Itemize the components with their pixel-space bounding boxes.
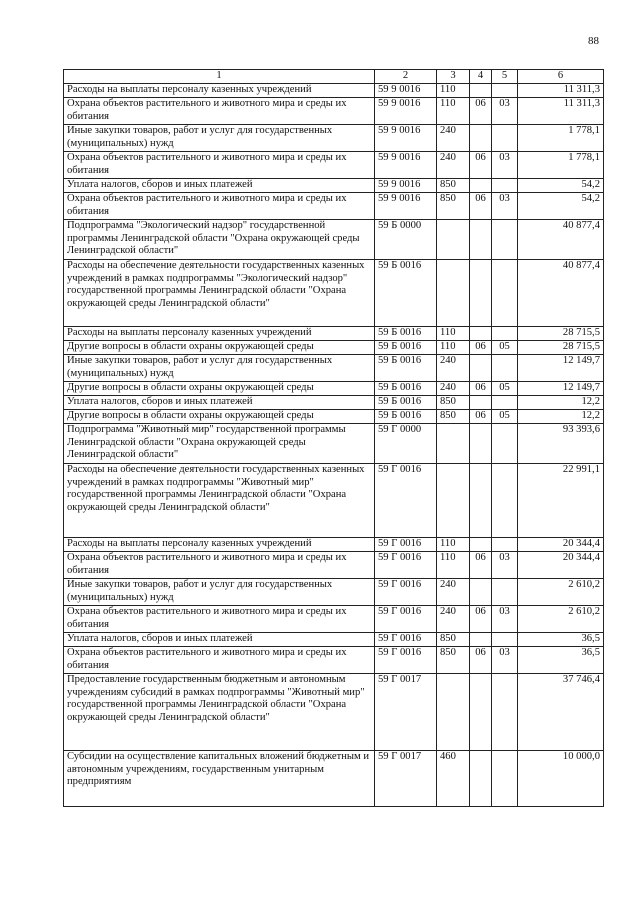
row-code-cell: 59 Г 0016 <box>375 647 437 674</box>
row-sum-cell: 36,5 <box>518 633 604 647</box>
column-header: 2 <box>375 70 437 84</box>
row-expense-type-cell <box>437 260 470 327</box>
row-name-cell: Расходы на обеспечение деятельности государственных казенных учреждений в рамках подпрограммы "Экологический надзор" государственной программы Ленинградской области "Охрана окружающей среды Ленинградской области" <box>64 260 375 327</box>
table-row <box>64 424 604 464</box>
row-subsection-cell: 05 <box>492 382 518 396</box>
row-section-cell <box>470 674 492 751</box>
row-name-cell: Охрана объектов растительного и животного мира и среды их обитания <box>64 647 375 674</box>
column-header: 6 <box>518 70 604 84</box>
row-code-cell: 59 Г 0016 <box>375 552 437 579</box>
row-expense-type-cell: 240 <box>437 382 470 396</box>
row-section-cell <box>470 424 492 464</box>
row-code-cell: 59 Г 0016 <box>375 538 437 552</box>
row-expense-type-cell: 850 <box>437 179 470 193</box>
row-expense-type-cell: 110 <box>437 341 470 355</box>
table-row <box>64 125 604 152</box>
row-subsection-cell: 05 <box>492 410 518 424</box>
row-code-cell: 59 Б 0016 <box>375 382 437 396</box>
page-number: 88 <box>588 35 599 47</box>
row-name-cell: Другие вопросы в области охраны окружающей среды <box>64 341 375 355</box>
row-name-cell: Иные закупки товаров, работ и услуг для государственных (муниципальных) нужд <box>64 579 375 606</box>
row-subsection-cell <box>492 674 518 751</box>
row-expense-type-cell: 850 <box>437 410 470 424</box>
row-subsection-cell <box>492 327 518 341</box>
row-sum-cell: 20 344,4 <box>518 538 604 552</box>
row-name-cell: Охрана объектов растительного и животного мира и среды их обитания <box>64 606 375 633</box>
column-header: 1 <box>64 70 375 84</box>
row-section-cell <box>470 633 492 647</box>
row-expense-type-cell: 110 <box>437 98 470 125</box>
table-row <box>64 84 604 98</box>
column-header: 3 <box>437 70 470 84</box>
row-section-cell <box>470 579 492 606</box>
row-subsection-cell <box>492 538 518 552</box>
row-expense-type-cell: 110 <box>437 327 470 341</box>
table-row <box>64 98 604 125</box>
row-name-cell: Другие вопросы в области охраны окружающей среды <box>64 382 375 396</box>
row-code-cell: 59 9 0016 <box>375 179 437 193</box>
row-name-cell: Охрана объектов растительного и животного мира и среды их обитания <box>64 193 375 220</box>
row-subsection-cell: 03 <box>492 606 518 633</box>
row-expense-type-cell: 110 <box>437 552 470 579</box>
row-name-cell: Подпрограмма "Животный мир" государственной программы Ленинградской области "Охрана окружающей среды Ленинградской области" <box>64 424 375 464</box>
budget-table <box>63 69 604 807</box>
row-expense-type-cell: 110 <box>437 538 470 552</box>
table-row <box>64 751 604 807</box>
row-code-cell: 59 Г 0000 <box>375 424 437 464</box>
row-code-cell: 59 9 0016 <box>375 98 437 125</box>
row-section-cell: 06 <box>470 152 492 179</box>
row-subsection-cell <box>492 355 518 382</box>
table-row <box>64 410 604 424</box>
row-section-cell: 06 <box>470 606 492 633</box>
row-sum-cell: 10 000,0 <box>518 751 604 807</box>
row-sum-cell: 40 877,4 <box>518 220 604 260</box>
row-code-cell: 59 9 0016 <box>375 84 437 98</box>
table-body <box>64 84 604 807</box>
table-row <box>64 327 604 341</box>
row-sum-cell: 37 746,4 <box>518 674 604 751</box>
row-code-cell: 59 Б 0016 <box>375 355 437 382</box>
row-code-cell: 59 Г 0016 <box>375 606 437 633</box>
row-code-cell: 59 Б 0016 <box>375 341 437 355</box>
row-name-cell: Субсидии на осуществление капитальных вложений бюджетным и автономным учреждениям, государственным унитарным предприятиям <box>64 751 375 807</box>
row-code-cell: 59 9 0016 <box>375 193 437 220</box>
row-code-cell: 59 Б 0016 <box>375 410 437 424</box>
row-name-cell: Иные закупки товаров, работ и услуг для государственных (муниципальных) нужд <box>64 125 375 152</box>
row-sum-cell: 28 715,5 <box>518 341 604 355</box>
row-name-cell: Расходы на выплаты персоналу казенных учреждений <box>64 538 375 552</box>
row-sum-cell: 36,5 <box>518 647 604 674</box>
row-code-cell: 59 9 0016 <box>375 152 437 179</box>
row-subsection-cell <box>492 179 518 193</box>
row-code-cell: 59 Г 0017 <box>375 674 437 751</box>
row-section-cell: 06 <box>470 98 492 125</box>
row-section-cell <box>470 464 492 538</box>
row-section-cell <box>470 538 492 552</box>
row-expense-type-cell: 850 <box>437 396 470 410</box>
row-code-cell: 59 9 0016 <box>375 125 437 152</box>
row-subsection-cell: 03 <box>492 98 518 125</box>
row-name-cell: Охрана объектов растительного и животного мира и среды их обитания <box>64 552 375 579</box>
row-sum-cell: 40 877,4 <box>518 260 604 327</box>
row-expense-type-cell: 850 <box>437 647 470 674</box>
row-subsection-cell: 03 <box>492 193 518 220</box>
table-row <box>64 538 604 552</box>
row-subsection-cell: 03 <box>492 152 518 179</box>
row-name-cell: Расходы на выплаты персоналу казенных учреждений <box>64 84 375 98</box>
row-subsection-cell <box>492 125 518 152</box>
row-sum-cell: 28 715,5 <box>518 327 604 341</box>
row-expense-type-cell: 240 <box>437 125 470 152</box>
row-section-cell <box>470 751 492 807</box>
table-row <box>64 382 604 396</box>
row-section-cell <box>470 125 492 152</box>
table-row <box>64 220 604 260</box>
table-row <box>64 464 604 538</box>
table-header-row <box>64 70 604 84</box>
row-code-cell: 59 Г 0017 <box>375 751 437 807</box>
row-sum-cell: 11 311,3 <box>518 98 604 125</box>
table-row <box>64 552 604 579</box>
row-sum-cell: 93 393,6 <box>518 424 604 464</box>
row-subsection-cell <box>492 751 518 807</box>
row-name-cell: Иные закупки товаров, работ и услуг для государственных (муниципальных) нужд <box>64 355 375 382</box>
row-section-cell <box>470 260 492 327</box>
row-section-cell <box>470 220 492 260</box>
row-section-cell <box>470 327 492 341</box>
row-expense-type-cell <box>437 464 470 538</box>
row-expense-type-cell: 240 <box>437 152 470 179</box>
row-subsection-cell: 03 <box>492 647 518 674</box>
table-row <box>64 341 604 355</box>
row-expense-type-cell: 110 <box>437 84 470 98</box>
row-sum-cell: 20 344,4 <box>518 552 604 579</box>
row-code-cell: 59 Г 0016 <box>375 464 437 538</box>
table-row <box>64 152 604 179</box>
row-subsection-cell <box>492 260 518 327</box>
table-row <box>64 674 604 751</box>
row-code-cell: 59 Б 0016 <box>375 260 437 327</box>
table-row <box>64 579 604 606</box>
row-subsection-cell <box>492 633 518 647</box>
row-subsection-cell: 05 <box>492 341 518 355</box>
row-subsection-cell <box>492 579 518 606</box>
row-section-cell <box>470 396 492 410</box>
row-section-cell <box>470 84 492 98</box>
row-sum-cell: 12 149,7 <box>518 382 604 396</box>
row-sum-cell: 22 991,1 <box>518 464 604 538</box>
row-sum-cell: 54,2 <box>518 193 604 220</box>
row-subsection-cell <box>492 464 518 538</box>
row-expense-type-cell: 240 <box>437 579 470 606</box>
row-code-cell: 59 Г 0016 <box>375 633 437 647</box>
table-row <box>64 647 604 674</box>
row-name-cell: Охрана объектов растительного и животного мира и среды их обитания <box>64 98 375 125</box>
row-expense-type-cell: 850 <box>437 193 470 220</box>
row-name-cell: Уплата налогов, сборов и иных платежей <box>64 633 375 647</box>
row-section-cell <box>470 179 492 193</box>
row-sum-cell: 1 778,1 <box>518 152 604 179</box>
row-expense-type-cell: 240 <box>437 355 470 382</box>
table-row <box>64 355 604 382</box>
row-expense-type-cell <box>437 424 470 464</box>
row-expense-type-cell <box>437 674 470 751</box>
row-sum-cell: 2 610,2 <box>518 606 604 633</box>
row-name-cell: Уплата налогов, сборов и иных платежей <box>64 396 375 410</box>
row-name-cell: Расходы на обеспечение деятельности государственных казенных учреждений в рамках подпрограммы "Животный мир" государственной программы Ленинградской области "Охрана окружающей среды Ленинградской области" <box>64 464 375 538</box>
table-row <box>64 633 604 647</box>
table-row <box>64 396 604 410</box>
row-code-cell: 59 Б 0016 <box>375 396 437 410</box>
table-row <box>64 179 604 193</box>
row-expense-type-cell: 850 <box>437 633 470 647</box>
row-expense-type-cell: 460 <box>437 751 470 807</box>
row-subsection-cell: 03 <box>492 552 518 579</box>
row-section-cell: 06 <box>470 193 492 220</box>
row-code-cell: 59 Г 0016 <box>375 579 437 606</box>
column-header: 4 <box>470 70 492 84</box>
row-expense-type-cell: 240 <box>437 606 470 633</box>
row-section-cell: 06 <box>470 382 492 396</box>
row-subsection-cell <box>492 84 518 98</box>
column-header: 5 <box>492 70 518 84</box>
table-row <box>64 606 604 633</box>
row-code-cell: 59 Б 0016 <box>375 327 437 341</box>
row-sum-cell: 11 311,3 <box>518 84 604 98</box>
row-name-cell: Охрана объектов растительного и животного мира и среды их обитания <box>64 152 375 179</box>
row-sum-cell: 12 149,7 <box>518 355 604 382</box>
table-row <box>64 193 604 220</box>
row-name-cell: Предоставление государственным бюджетным и автономным учреждениям субсидий в рамках подпрограммы "Животный мир" государственной программы Ленинградской области "Охрана окружающей среды Ленинградской области" <box>64 674 375 751</box>
row-name-cell: Другие вопросы в области охраны окружающей среды <box>64 410 375 424</box>
row-name-cell: Уплата налогов, сборов и иных платежей <box>64 179 375 193</box>
row-section-cell: 06 <box>470 410 492 424</box>
row-sum-cell: 1 778,1 <box>518 125 604 152</box>
row-sum-cell: 12,2 <box>518 396 604 410</box>
row-sum-cell: 54,2 <box>518 179 604 193</box>
row-subsection-cell <box>492 424 518 464</box>
row-section-cell: 06 <box>470 647 492 674</box>
row-subsection-cell <box>492 220 518 260</box>
row-section-cell: 06 <box>470 341 492 355</box>
row-sum-cell: 12,2 <box>518 410 604 424</box>
row-section-cell: 06 <box>470 552 492 579</box>
row-name-cell: Подпрограмма "Экологический надзор" государственной программы Ленинградской области "Охрана окружающей среды Ленинградской области" <box>64 220 375 260</box>
row-section-cell <box>470 355 492 382</box>
row-sum-cell: 2 610,2 <box>518 579 604 606</box>
table-row <box>64 260 604 327</box>
row-expense-type-cell <box>437 220 470 260</box>
row-name-cell: Расходы на выплаты персоналу казенных учреждений <box>64 327 375 341</box>
row-code-cell: 59 Б 0000 <box>375 220 437 260</box>
row-subsection-cell <box>492 396 518 410</box>
